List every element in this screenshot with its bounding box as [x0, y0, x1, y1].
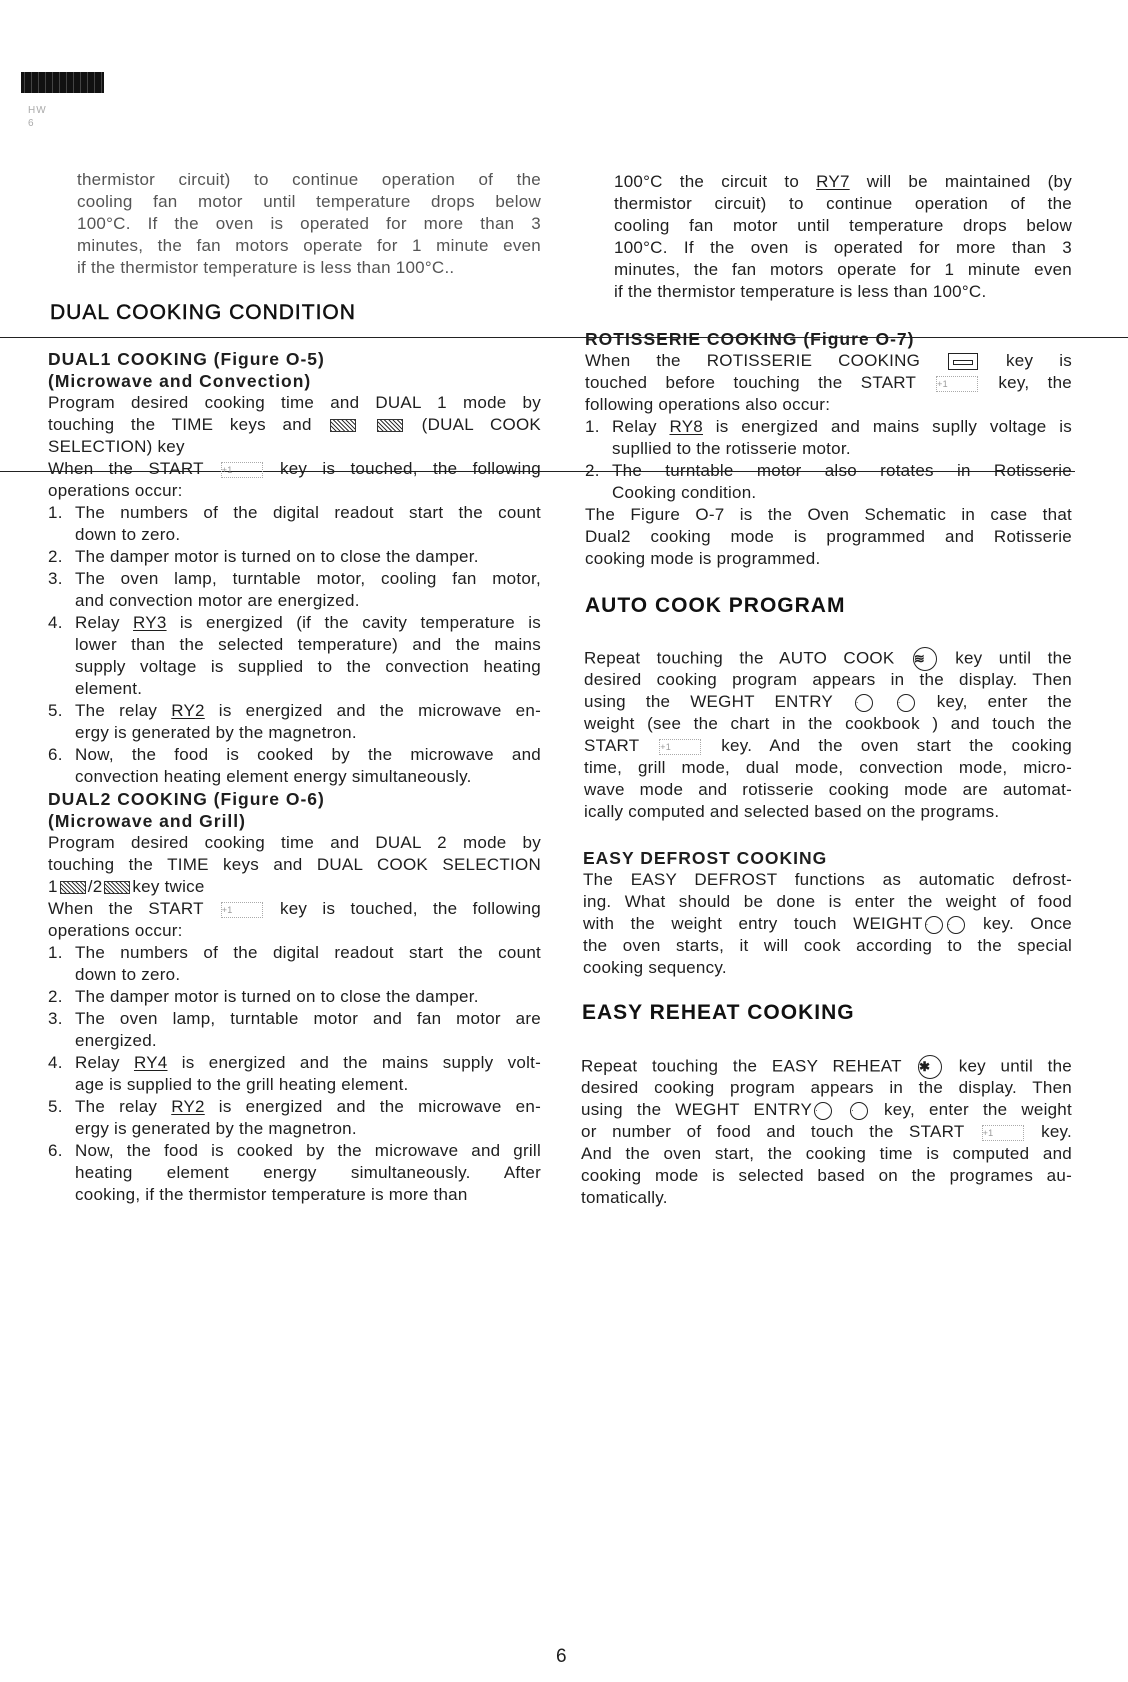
- text-run: touched before touching the START: [585, 373, 935, 392]
- text-line: minutes, the fan motors operate for 1 minute even: [77, 236, 541, 255]
- text-line: tomatically.: [581, 1188, 668, 1207]
- text-run: key is touched, the following: [264, 899, 541, 918]
- weight-up-icon: ·: [855, 694, 873, 712]
- text-line: thermistor circuit) to continue operation of the: [614, 194, 1072, 213]
- text-line: cooking mode is programmed.: [585, 549, 821, 568]
- list-number: 6.: [48, 1141, 63, 1160]
- text-run: key. And the oven start the cooking: [703, 736, 1072, 755]
- paragraph: [48, 458, 541, 502]
- text-line: desired cooking program appears in the display. Then: [581, 1078, 1072, 1097]
- text-line: Now, the food is cooked by the microwave and: [75, 745, 541, 764]
- easy-reheat-title: EASY REHEAT COOKING: [582, 1001, 855, 1024]
- text-line: [584, 691, 1072, 713]
- text-run: Relay: [612, 417, 670, 436]
- list-number: 4.: [48, 613, 63, 632]
- manufacturer-logo: [21, 72, 104, 93]
- paragraph: [48, 392, 541, 458]
- text-line: The oven lamp, turntable motor and fan motor are: [75, 1009, 541, 1028]
- text-run: (DUAL COOK: [405, 415, 542, 434]
- list-number: 5.: [48, 1097, 63, 1116]
- text-run: is energized and the microwave en-: [204, 701, 541, 720]
- start-key-icon: +1: [221, 902, 263, 918]
- text-line: The numbers of the digital readout start the count: [75, 943, 541, 962]
- rotisserie-key-icon: [948, 353, 978, 370]
- text-run: is energized and mains suplly voltage is: [703, 417, 1073, 436]
- text-run: [358, 415, 375, 434]
- text-line: 100°C. If the oven is operated for more than 3: [614, 238, 1072, 257]
- text-line: And the oven start, the cooking time is computed and: [581, 1144, 1072, 1163]
- text-run: [834, 1100, 848, 1119]
- subheading: (Microwave and Grill): [48, 811, 246, 831]
- text-line: energized.: [75, 1031, 157, 1050]
- text-line: Program desired cooking time and DUAL 1 mode by: [48, 393, 541, 412]
- text-run: When the ROTISSERIE COOKING: [585, 351, 947, 370]
- relay-ref: RY2: [171, 701, 205, 720]
- text-run: using the WEGHT ENTRY: [584, 692, 853, 711]
- text-line: [48, 876, 541, 898]
- text-run: The relay: [75, 1097, 172, 1116]
- subheading: EASY DEFROST COOKING: [583, 848, 828, 868]
- text-line: [583, 913, 1072, 935]
- document-code: [28, 104, 47, 130]
- relay-ref: RY3: [133, 613, 167, 632]
- text-run: key twice: [132, 877, 205, 896]
- text-run: will be maintained (by: [849, 172, 1072, 191]
- text-run: The relay: [75, 701, 172, 720]
- list-number: 4.: [48, 1053, 63, 1072]
- text-run: [875, 692, 895, 711]
- paragraph: [614, 171, 1072, 303]
- text-run: When the START: [48, 459, 219, 478]
- text-line: cooling fan motor until temperature drops below: [614, 216, 1072, 235]
- list-number: 1.: [48, 503, 63, 522]
- list-item: [48, 1140, 541, 1206]
- relay-ref: RY4: [133, 1053, 168, 1072]
- list-number: 5.: [48, 701, 63, 720]
- list-item: [48, 546, 541, 568]
- relay-ref: RY7: [816, 172, 850, 191]
- list-number: 2.: [48, 547, 63, 566]
- paragraph: [48, 898, 541, 942]
- text-line: ergy is generated by the magnetron.: [75, 1119, 357, 1138]
- paragraph: [48, 832, 541, 898]
- text-line: [75, 612, 541, 634]
- list-item: [48, 568, 541, 612]
- list-number: 1.: [48, 943, 63, 962]
- easy-reheat-section: [581, 1055, 1072, 1209]
- start-key-icon: +1: [221, 462, 263, 478]
- text-line: lower than the selected temperature) and the mains: [75, 635, 541, 654]
- paragraph: [77, 169, 541, 279]
- text-line: operations occur:: [48, 921, 183, 940]
- text-line: if the thermistor temperature is less than 100°C..: [77, 258, 455, 277]
- text-run: When the START: [48, 899, 219, 918]
- text-run: key is: [980, 351, 1072, 370]
- text-line: [75, 1096, 541, 1118]
- text-line: [584, 647, 1072, 669]
- text-line: Now, the food is cooked by the microwave and grill: [75, 1141, 541, 1160]
- weight-down-icon: ·: [897, 694, 915, 712]
- auto-cook-section: [584, 647, 1072, 823]
- text-line: ergy is generated by the magnetron.: [75, 723, 357, 742]
- text-line: The numbers of the digital readout start the count: [75, 503, 541, 522]
- text-line: Dual2 cooking mode is programmed and Rotisserie: [585, 527, 1072, 546]
- text-line: supply voltage is supplied to the convection heating: [75, 657, 541, 676]
- text-run: /2: [87, 877, 103, 896]
- dual2-key-icon: [104, 881, 130, 894]
- text-line: down to zero.: [75, 965, 181, 984]
- document-code-line: 6: [28, 118, 35, 129]
- list-item: [48, 1008, 541, 1052]
- list-item: [585, 416, 1072, 460]
- text-line: [585, 372, 1072, 394]
- list-number: 2.: [48, 987, 63, 1006]
- relay-ref: RY8: [669, 417, 703, 436]
- dual2-key-icon: [377, 419, 403, 432]
- text-line: wave mode and rotisserie cooking mode are automat-: [584, 780, 1072, 799]
- left-top-paragraph: [77, 169, 541, 279]
- text-run: 1: [48, 877, 58, 896]
- text-run: Relay: [75, 1053, 134, 1072]
- text-line: [581, 1099, 1072, 1121]
- list-item: [48, 1052, 541, 1096]
- text-run: Relay: [75, 613, 134, 632]
- start-key-icon: +1: [936, 376, 978, 392]
- text-line: element.: [75, 679, 143, 698]
- text-line: cooking sequency.: [583, 958, 727, 977]
- text-line: thermistor circuit) to continue operation of the: [77, 170, 541, 189]
- easy-reheat-icon: ✱: [918, 1055, 942, 1079]
- text-line: ing. What should be done is enter the weight of food: [583, 892, 1072, 911]
- page-number: 6: [556, 1646, 567, 1667]
- text-line: [48, 458, 541, 480]
- weight-up-icon: ·: [814, 1102, 832, 1120]
- list-item: [585, 460, 1072, 504]
- right-top-paragraph: [614, 171, 1072, 303]
- text-run: Repeat touching the EASY REHEAT: [581, 1056, 917, 1076]
- text-run: using the WEGHT ENTRY: [581, 1100, 813, 1119]
- easy-defrost-section: [583, 847, 1072, 979]
- text-line: [612, 416, 1072, 438]
- text-line: [614, 171, 1072, 193]
- paragraph: [584, 647, 1072, 823]
- list-number: 3.: [48, 569, 63, 588]
- text-line: age is supplied to the grill heating element.: [75, 1075, 409, 1094]
- rotisserie-section: [585, 328, 1072, 570]
- dual-cooking-section: [48, 348, 541, 1206]
- text-line: operations occur:: [48, 481, 183, 500]
- list-item: [48, 1096, 541, 1140]
- text-line: Program desired cooking time and DUAL 2 mode by: [48, 833, 541, 852]
- text-line: [585, 350, 1072, 372]
- text-line: and convection motor are energized.: [75, 591, 360, 610]
- text-line: [75, 1052, 541, 1074]
- text-line: [581, 1055, 1072, 1077]
- text-line: the oven starts, it will cook according to the special: [583, 936, 1072, 955]
- text-line: The Figure O-7 is the Oven Schematic in case that: [585, 505, 1072, 524]
- text-line: time, grill mode, dual mode, convection mode, micro-: [584, 758, 1072, 777]
- text-line: supllied to the rotisserie motor.: [612, 439, 851, 458]
- start-key-icon: +1: [982, 1125, 1024, 1141]
- text-line: minutes, the fan motors operate for 1 minute even: [614, 260, 1072, 279]
- document-code-line: HW: [28, 105, 47, 116]
- list-item: [48, 502, 541, 546]
- text-run: Repeat touching the AUTO COOK: [584, 648, 911, 668]
- text-line: desired cooking program appears in the display. Then: [584, 670, 1072, 689]
- list-item: [48, 986, 541, 1008]
- subheading: DUAL2 COOKING (Figure O-6): [48, 789, 325, 809]
- dual1-key-icon: [60, 881, 86, 894]
- list-number: 2.: [585, 461, 600, 480]
- text-line: [48, 414, 541, 436]
- text-line: The damper motor is turned on to close the damper.: [75, 987, 479, 1006]
- text-line: [75, 700, 541, 722]
- text-line: heating element energy simultaneously. After: [75, 1163, 541, 1182]
- text-run: key until the: [938, 648, 1072, 668]
- subheading: (Microwave and Convection): [48, 371, 312, 391]
- text-run: with the weight entry touch WEIGHT: [583, 914, 923, 933]
- text-line: 100°C. If the oven is operated for more than 3: [77, 214, 541, 233]
- text-line: ically computed and selected based on the programs.: [584, 802, 1000, 821]
- subheading: ROTISSERIE COOKING (Figure O-7): [585, 329, 915, 349]
- text-run: key, enter the weight: [870, 1100, 1072, 1119]
- text-run: is energized (if the cavity temperature is: [166, 613, 542, 632]
- text-line: following operations also occur:: [585, 395, 831, 414]
- text-run: START: [584, 736, 658, 755]
- list-item: [48, 744, 541, 788]
- list-item: [48, 612, 541, 700]
- weight-down-icon: ·: [850, 1102, 868, 1120]
- text-run: key. Once: [966, 914, 1072, 933]
- list-item: [48, 942, 541, 986]
- text-line: down to zero.: [75, 525, 181, 544]
- text-line: The oven lamp, turntable motor, cooling fan motor,: [75, 569, 541, 588]
- subheading: DUAL1 COOKING (Figure O-5): [48, 349, 325, 369]
- text-line: [581, 1121, 1072, 1143]
- text-line: cooking mode is selected based on the programes au-: [581, 1166, 1072, 1185]
- text-line: Cooking condition.: [612, 483, 757, 502]
- text-line: The damper motor is turned on to close the damper.: [75, 547, 479, 566]
- list-item: [48, 700, 541, 744]
- text-line: [584, 735, 1072, 757]
- text-run: is energized and the microwave en-: [204, 1097, 541, 1116]
- text-line: if the thermistor temperature is less than 100°C.: [614, 282, 987, 301]
- text-run: key.: [1025, 1122, 1072, 1141]
- paragraph: [585, 504, 1072, 570]
- list-number: 3.: [48, 1009, 63, 1028]
- start-key-icon: +1: [659, 739, 701, 755]
- text-line: weight (see the chart in the cookbook ) and touch the: [584, 714, 1072, 733]
- text-line: SELECTION) key: [48, 437, 185, 456]
- text-line: [48, 898, 541, 920]
- text-run: is energized and the mains supply volt-: [167, 1053, 542, 1072]
- paragraph: [581, 1055, 1072, 1209]
- list-number: 1.: [585, 417, 600, 436]
- text-line: cooking, if the thermistor temperature is more than: [75, 1185, 468, 1204]
- text-run: key, the: [980, 373, 1072, 392]
- text-run: 100°C the circuit to: [614, 172, 817, 191]
- auto-cook-title: AUTO COOK PROGRAM: [585, 594, 846, 617]
- text-line: touching the TIME keys and DUAL COOK SELECTION: [48, 855, 541, 874]
- section-title: DUAL COOKING CONDITION: [50, 301, 356, 324]
- weight-up-icon: ·: [925, 916, 943, 934]
- paragraph: [585, 350, 1072, 416]
- text-line: The turntable motor also rotates in Rotisserie: [612, 461, 1072, 480]
- relay-ref: RY2: [171, 1097, 205, 1116]
- text-run: key until the: [944, 1056, 1072, 1076]
- paragraph: [583, 869, 1072, 979]
- text-run: key is touched, the following: [264, 459, 541, 478]
- text-run: or number of food and touch the START: [581, 1122, 980, 1141]
- text-line: convection heating element energy simultaneously.: [75, 767, 472, 786]
- text-run: touching the TIME keys and: [48, 415, 329, 434]
- list-number: 6.: [48, 745, 63, 764]
- dual1-key-icon: [330, 419, 356, 432]
- text-line: cooling fan motor until temperature drops below: [77, 192, 541, 211]
- weight-down-icon: ·: [947, 916, 965, 934]
- text-line: The EASY DEFROST functions as automatic defrost-: [583, 870, 1072, 889]
- text-run: key, enter the: [916, 692, 1072, 711]
- auto-cook-icon: ≋: [913, 647, 937, 671]
